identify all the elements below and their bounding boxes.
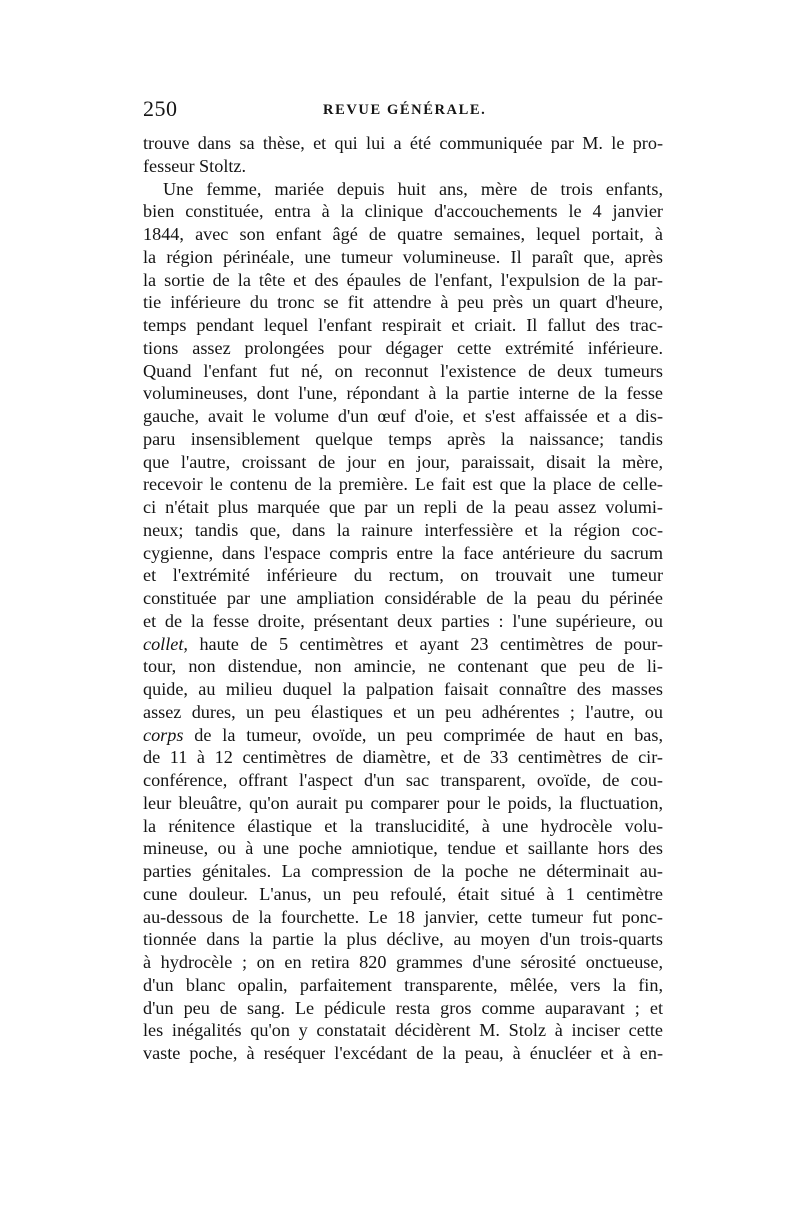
line-text: conférence, offrant l'aspect d'un sac transparent, ovoïde, de cou- bbox=[143, 770, 663, 790]
text-line bbox=[143, 291, 663, 314]
italic-term: corps bbox=[143, 724, 184, 745]
line-text: ci n'était plus marquée que par un repli de la peau assez volumi- bbox=[143, 497, 663, 517]
text-line bbox=[143, 564, 663, 587]
running-head: REVUE GÉNÉRALE. bbox=[323, 102, 487, 118]
line-text: la sortie de la tête et des épaules de l'enfant, l'expulsion de la par- bbox=[143, 269, 663, 290]
body-text bbox=[143, 132, 663, 1065]
line-text: de la tumeur, ovoïde, un peu comprimée de haut en bas, bbox=[183, 724, 663, 745]
text-line bbox=[143, 974, 663, 997]
line-text: quide, au milieu duquel la palpation faisait connaître des masses bbox=[143, 679, 663, 699]
line-text: trouve dans sa thèse, et qui lui a été communiquée par M. le pro- bbox=[143, 133, 663, 153]
text-line bbox=[143, 337, 663, 360]
line-text: temps pendant lequel l'enfant respirait et criait. Il fallut des trac- bbox=[143, 315, 663, 335]
line-text: à hydrocèle ; on en retira 820 grammes d'une sérosité onctueuse, bbox=[143, 952, 663, 972]
line-text: tour, non distendue, non amincie, ne contenant que peu de li- bbox=[143, 656, 663, 677]
line-text: la rénitence élastique et la translucidité, à une hydrocèle volu- bbox=[143, 815, 663, 836]
line-text: vaste poche, à reséquer l'excédant de la peau, à énucléer et à en- bbox=[143, 1043, 663, 1063]
text-line bbox=[143, 542, 663, 565]
text-line bbox=[143, 405, 663, 428]
line-text: que l'autre, croissant de jour en jour, paraissait, disait la mère, bbox=[143, 451, 663, 472]
text-line bbox=[143, 382, 663, 405]
text-line bbox=[143, 200, 663, 223]
line-text: assez dures, un peu élastiques et un peu adhérentes ; l'autre, ou bbox=[143, 701, 663, 722]
line-text: tions assez prolongées pour dégager cette extrémité inférieure. bbox=[143, 337, 663, 358]
line-text: tionnée dans la partie la plus déclive, au moyen d'un trois-quarts bbox=[143, 929, 663, 950]
text-line bbox=[143, 451, 663, 474]
line-text: paru insensiblement quelque temps après la naissance; tandis bbox=[143, 428, 663, 449]
text-line bbox=[143, 746, 663, 769]
line-text: cune douleur. L'anus, un peu refoulé, était situé à 1 centimètre bbox=[143, 883, 663, 904]
text-line bbox=[143, 906, 663, 929]
line-text: haute de 5 centimètres et ayant 23 centimètres de pour- bbox=[187, 633, 663, 654]
line-text: les inégalités qu'on y constatait décidèrent M. Stolz à inciser cette bbox=[143, 1020, 663, 1041]
text-line bbox=[143, 428, 663, 451]
text-line bbox=[143, 678, 663, 701]
line-text: et de la fesse droite, présentant deux parties : l'une supérieure, ou bbox=[143, 610, 663, 631]
text-line bbox=[143, 997, 663, 1020]
text-line bbox=[143, 928, 663, 951]
text-line bbox=[143, 792, 663, 815]
line-text: tie inférieure du tronc se fit attendre à peu près un quart d'heure, bbox=[143, 292, 663, 313]
text-line bbox=[143, 701, 663, 724]
text-line bbox=[143, 837, 663, 860]
text-line bbox=[143, 587, 663, 610]
line-text: recevoir le contenu de la première. Le fait est que la place de celle- bbox=[143, 474, 663, 495]
text-line bbox=[143, 815, 663, 838]
text-line bbox=[143, 951, 663, 974]
italic-term: collet, bbox=[143, 633, 188, 654]
line-text: et l'extrémité inférieure du rectum, on trouvait une tumeur bbox=[143, 565, 663, 586]
text-line bbox=[143, 655, 663, 678]
text-line bbox=[143, 314, 663, 337]
page-header bbox=[143, 96, 663, 126]
line-text: au-dessous de la fourchette. Le 18 janvier, cette tumeur fut ponc- bbox=[143, 906, 663, 927]
line-text: volumineuses, dont l'une, répondant à la partie interne de la fesse bbox=[143, 383, 663, 404]
line-text: mineuse, ou à une poche amniotique, tendue et saillante hors des bbox=[143, 838, 663, 859]
text-line bbox=[143, 269, 663, 292]
line-text: Quand l'enfant fut né, on reconnut l'existence de deux tumeurs bbox=[143, 360, 663, 381]
text-line bbox=[143, 132, 663, 155]
line-text: la région périnéale, une tumeur volumineuse. Il paraît que, après bbox=[143, 246, 663, 267]
text-line bbox=[143, 724, 663, 747]
text-line bbox=[143, 519, 663, 542]
line-text: 1844, avec son enfant âgé de quatre semaines, lequel portait, à bbox=[143, 224, 663, 244]
text-line bbox=[143, 883, 663, 906]
text-line bbox=[143, 360, 663, 383]
text-line bbox=[143, 1042, 663, 1065]
line-text: d'un peu de sang. Le pédicule resta gros comme auparavant ; et bbox=[143, 997, 663, 1018]
line-text: bien constituée, entra à la clinique d'accouchements le 4 janvier bbox=[143, 201, 663, 222]
text-line bbox=[143, 633, 663, 656]
text-line bbox=[143, 1019, 663, 1042]
text-line bbox=[143, 223, 663, 246]
text-line bbox=[143, 769, 663, 792]
line-text: constituée par une ampliation considérable de la peau du périnée bbox=[143, 588, 663, 608]
text-line bbox=[143, 246, 663, 269]
text-line bbox=[143, 178, 663, 201]
line-text: leur bleuâtre, qu'on aurait pu comparer pour le poids, la fluctuation, bbox=[143, 792, 663, 813]
line-text: neux; tandis que, dans la rainure interfessière et la région coc- bbox=[143, 519, 663, 540]
text-line bbox=[143, 496, 663, 519]
text-line bbox=[143, 860, 663, 883]
line-text: Une femme, mariée depuis huit ans, mère de trois enfants, bbox=[163, 178, 663, 199]
text-line bbox=[143, 155, 663, 178]
text-line bbox=[143, 610, 663, 633]
line-text: parties génitales. La compression de la poche ne déterminait au- bbox=[143, 861, 663, 881]
line-text: cygienne, dans l'espace compris entre la face antérieure du sacrum bbox=[143, 542, 663, 563]
text-line bbox=[143, 473, 663, 496]
line-text: gauche, avait le volume d'un œuf d'oie, et s'est affaissée et a dis- bbox=[143, 406, 663, 426]
line-text: de 11 à 12 centimètres de diamètre, et de 33 centimètres de cir- bbox=[143, 747, 663, 768]
page-number: 250 bbox=[143, 96, 178, 121]
line-text: d'un blanc opalin, parfaitement transparente, mêlée, vers la fin, bbox=[143, 974, 663, 995]
line-text: fesseur Stoltz. bbox=[143, 155, 247, 176]
